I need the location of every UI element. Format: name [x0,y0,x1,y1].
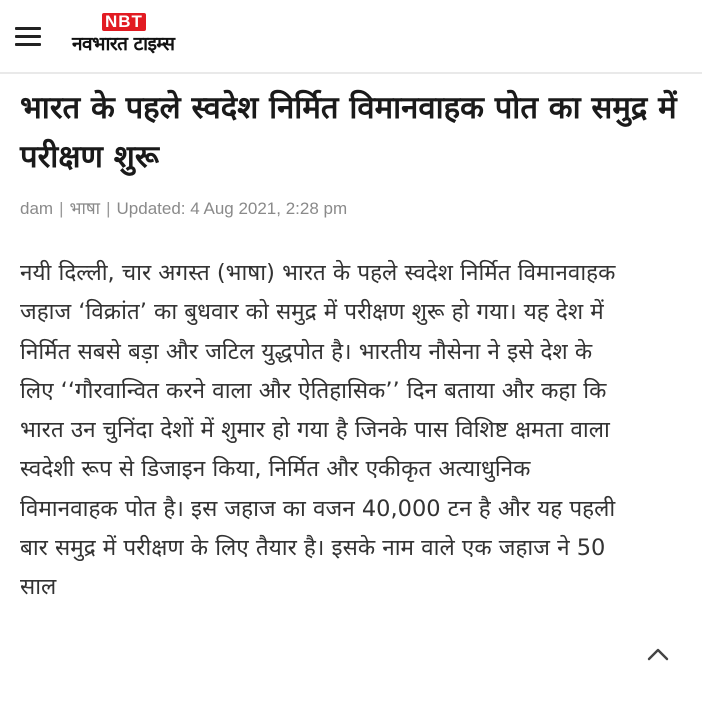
chevron-up-svg [645,644,671,664]
meta-separator: | [59,199,64,218]
chevron-up-icon[interactable] [645,644,671,664]
menu-bar [15,35,41,38]
logo-badge-text: NBT [102,13,146,31]
article-source: भाषा [69,199,101,218]
meta-separator: | [106,199,111,218]
article-headline: भारत के पहले स्वदेश निर्मित विमानवाहक पोत का समुद्र में परीक्षण शुरू [20,90,677,175]
article-meta [20,196,347,219]
site-logo[interactable] [72,10,196,60]
top-header [0,0,702,74]
logo-wordmark: नवभारत टाइम्स [72,33,175,55]
menu-bar [15,43,41,46]
hamburger-menu-icon[interactable] [15,27,41,47]
article-body: नयी दिल्ली, चार अगस्त (भाषा) भारत के पहले स्वदेश निर्मित विमानवाहक जहाज ‘विक्रांत’ का बुधवार को समुद्र में परीक्षण शुरू हो गया। यह देश में निर्मित सबसे बड़ा और जटिल युद्धपोत है। भारतीय नौसेना ने इसे देश के लिए ‘‘गौरवान्वित करने वाला और ऐतिहासिक’’ दिन बताया और कहा कि भारत उन चुनिंदा देशों में शुमार हो गया है जिनके पास विशिष्ट क्षमता वाला स्वदेशी रूप से डिजाइन किया, निर्मित और एकीकृत अत्याधुनिक विमानवाहक पोत है। इस जहाज का वजन 40,000 टन है और यह पहली बार समुद्र में परीक्षण के लिए तैयार है। इसके नाम वाले एक जहाज ने 50 साल [20,260,616,601]
updated-timestamp: Updated: 4 Aug 2021, 2:28 pm [116,199,348,218]
menu-bar [15,27,41,30]
author-name: dam [20,199,54,218]
logo-badge [102,13,146,31]
